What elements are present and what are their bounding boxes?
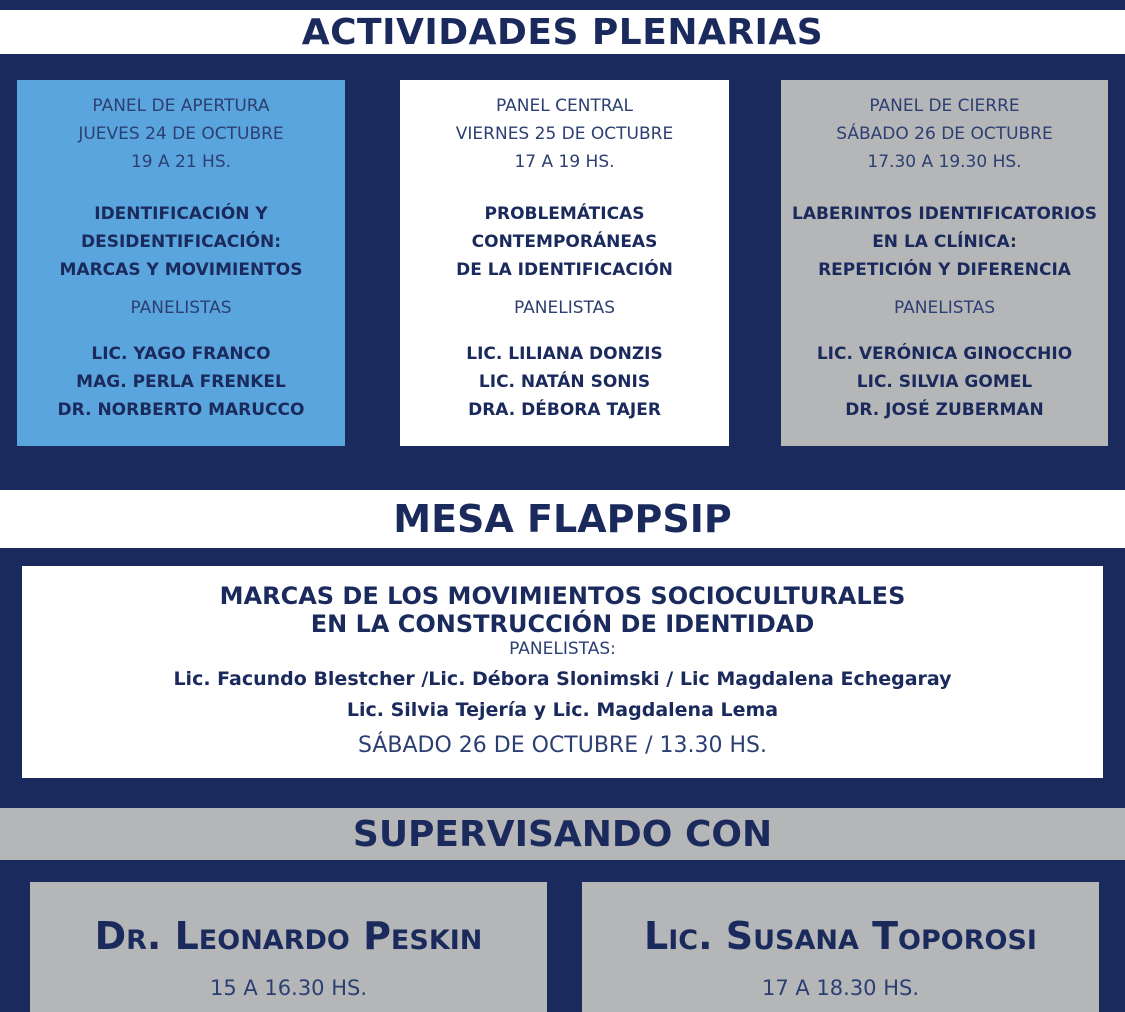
mesa-date: SÁBADO 26 DE OCTUBRE / 13.30 HS. [357, 733, 767, 758]
section-title-mesa: MESA FLAPPSIP [0, 490, 1125, 548]
panel-title-line: LABERINTOS IDENTIFICATORIOS [791, 204, 1098, 224]
mesa-panelists-line: Lic. Silvia Tejería y Lic. Magdalena Lema [346, 699, 779, 721]
panel-time: 17 A 19 HS. [514, 152, 615, 172]
supervisor-time: 15 A 16.30 HS. [209, 976, 368, 1000]
panel-kind: PANEL DE APERTURA [92, 96, 270, 116]
supervisor-name: Lic. Susana Toporosi [644, 914, 1037, 958]
panel-title [400, 200, 729, 284]
panel-cierre [781, 80, 1108, 446]
panelists-list [17, 340, 345, 424]
panel-central [400, 80, 729, 446]
panelists-list [400, 340, 729, 424]
section-title-plenarias: ACTIVIDADES PLENARIAS [0, 10, 1125, 54]
section-title-supervisando: SUPERVISANDO CON [0, 808, 1125, 860]
panel-date: JUEVES 24 DE OCTUBRE [78, 124, 284, 144]
panel-title-line: DE LA IDENTIFICACIÓN [456, 260, 673, 280]
panel-title-line: REPETICIÓN Y DIFERENCIA [818, 260, 1071, 280]
panel-title-line: DESIDENTIFICACIÓN: [80, 232, 281, 252]
panel-kind: PANEL CENTRAL [495, 96, 634, 116]
mesa-panelists [22, 664, 1103, 726]
panelists-label: PANELISTAS [130, 298, 232, 318]
mesa-topic [22, 582, 1103, 638]
mesa-panelists-label: PANELISTAS: [509, 639, 616, 659]
panelist: DRA. DÉBORA TAJER [468, 400, 661, 420]
panel-title-line: PROBLEMÁTICAS [484, 204, 645, 224]
supervisor-card [30, 882, 547, 1012]
panel-title-line: CONTEMPORÁNEAS [471, 232, 658, 252]
panelists-list [781, 340, 1108, 424]
panel-apertura [17, 80, 345, 446]
panel-title [781, 200, 1108, 284]
panel-time: 17.30 A 19.30 HS. [867, 152, 1022, 172]
supervisor-name: Dr. Leonardo Peskin [94, 914, 483, 958]
panel-title-line: MARCAS Y MOVIMIENTOS [59, 260, 303, 280]
panel-date: VIERNES 25 DE OCTUBRE [455, 124, 674, 144]
supervisor-card [582, 882, 1099, 1012]
panelist: LIC. SILVIA GOMEL [856, 372, 1033, 392]
panel-date: SÁBADO 26 DE OCTUBRE [836, 124, 1053, 144]
panelist: LIC. NATÁN SONIS [478, 372, 651, 392]
panelist: DR. JOSÉ ZUBERMAN [845, 400, 1044, 420]
panelist: MAG. PERLA FRENKEL [76, 372, 286, 392]
panelists-label: PANELISTAS [893, 298, 995, 318]
panelist: DR. NORBERTO MARUCCO [57, 400, 305, 420]
panelists-label: PANELISTAS [513, 298, 615, 318]
panel-title [17, 200, 345, 284]
panelist: LIC. VERÓNICA GINOCCHIO [816, 344, 1073, 364]
panel-time: 19 A 21 HS. [130, 152, 232, 172]
mesa-topic-line: MARCAS DE LOS MOVIMIENTOS SOCIOCULTURALES [219, 582, 906, 610]
panel-kind: PANEL DE CIERRE [869, 96, 1020, 116]
mesa-box [22, 566, 1103, 778]
mesa-topic-line: EN LA CONSTRUCCIÓN DE IDENTIDAD [310, 610, 815, 638]
panel-title-line: IDENTIFICACIÓN Y [94, 204, 268, 224]
panelist: LIC. YAGO FRANCO [91, 344, 271, 364]
mesa-panelists-line: Lic. Facundo Blestcher /Lic. Débora Slonimski / Lic Magdalena Echegaray [173, 668, 952, 690]
panelist: LIC. LILIANA DONZIS [466, 344, 663, 364]
supervisor-time: 17 A 18.30 HS. [761, 976, 920, 1000]
panel-title-line: EN LA CLÍNICA: [872, 232, 1017, 252]
